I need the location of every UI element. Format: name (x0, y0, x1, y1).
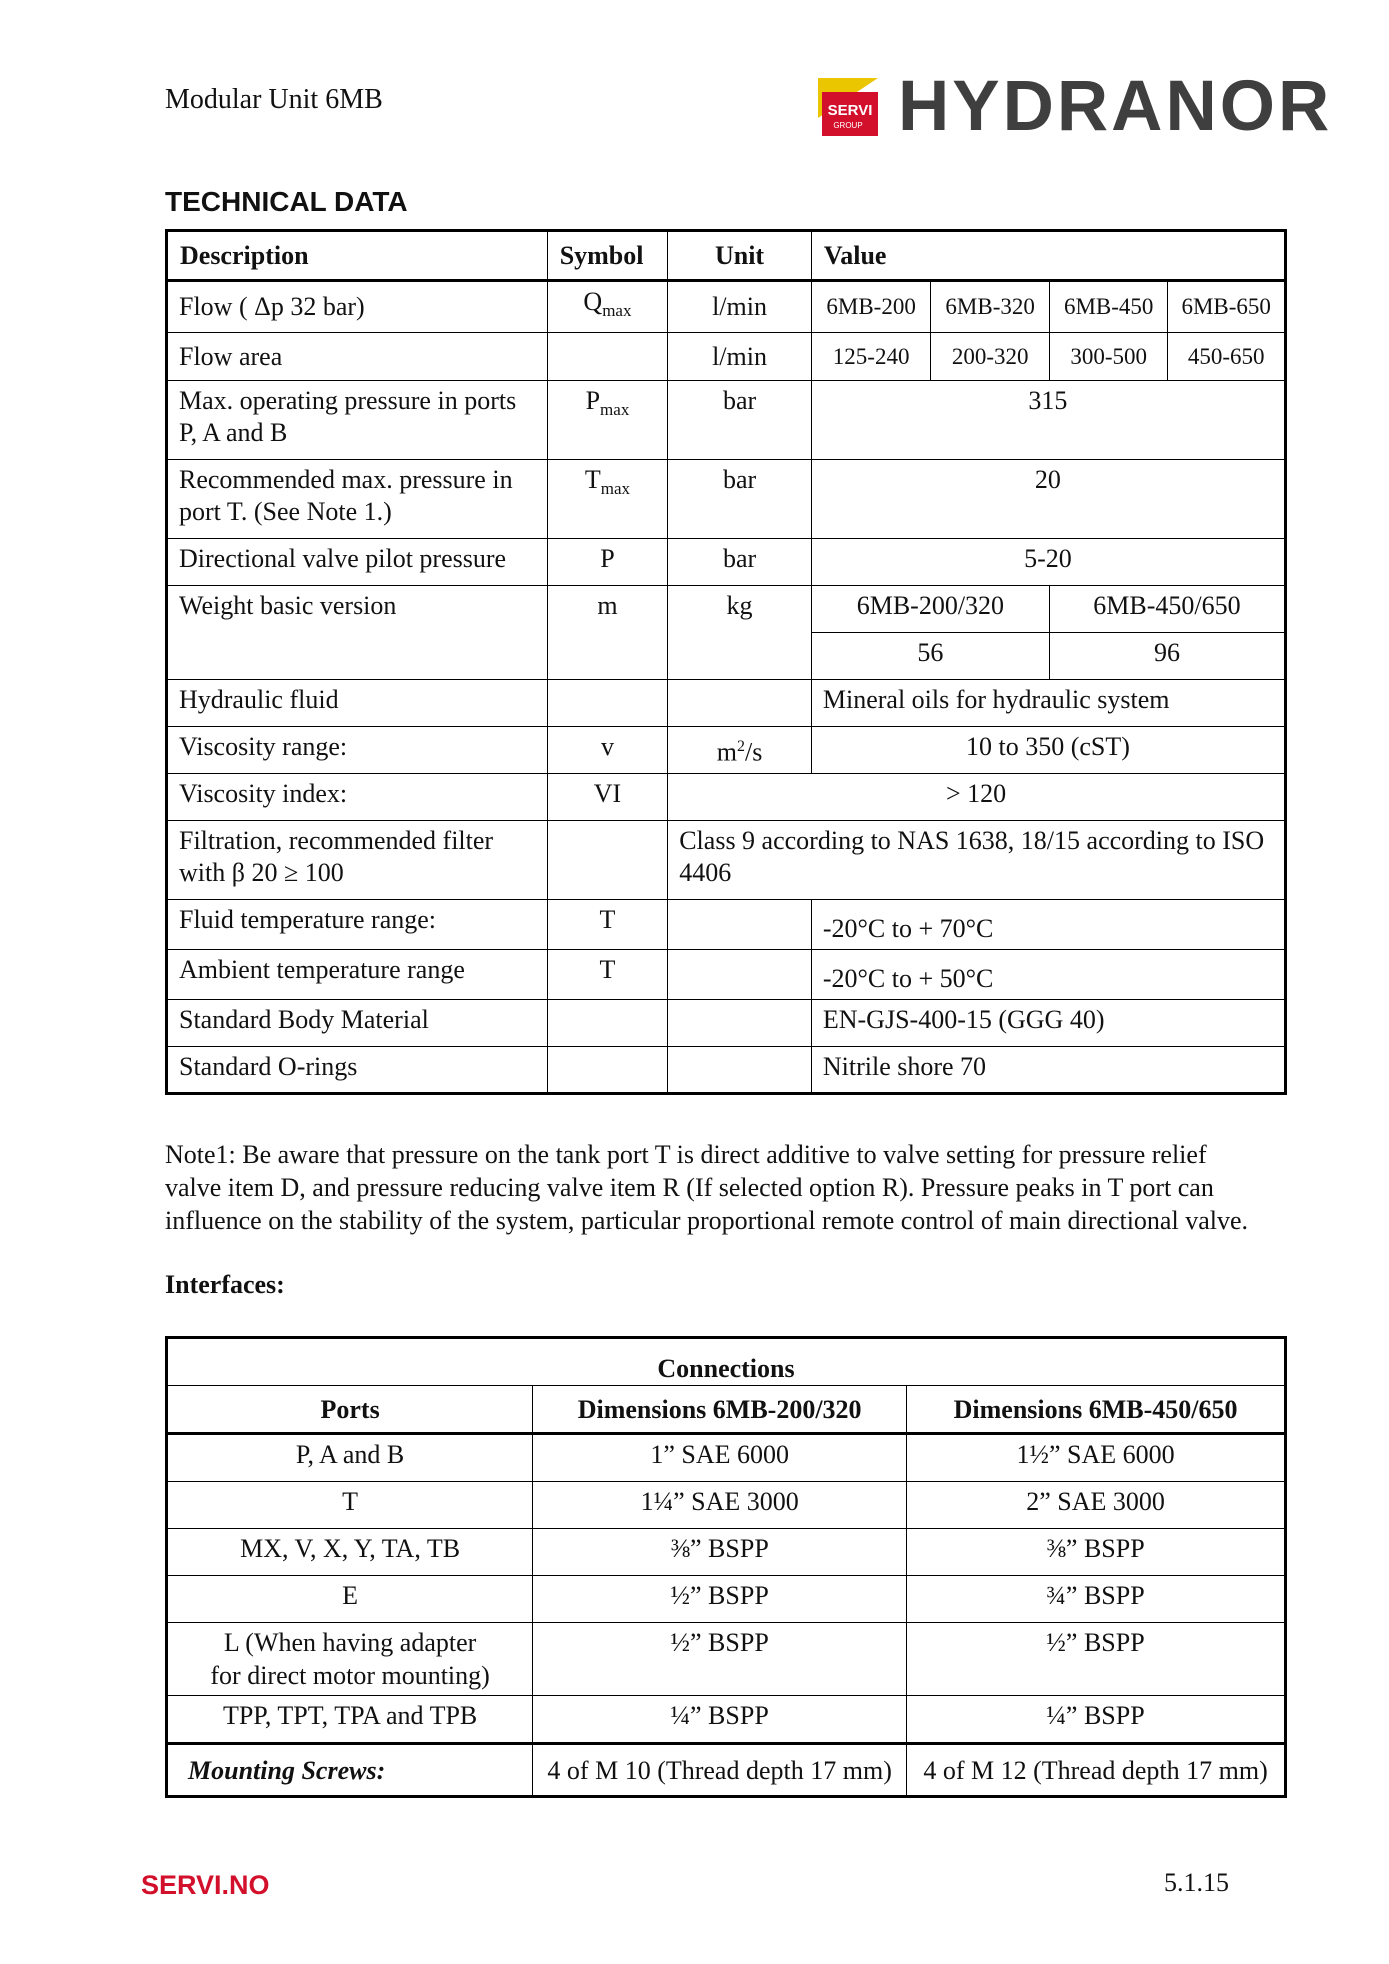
row-symbol: $T_{max}$ (547, 460, 668, 539)
row-symbol: $Q_{max}$ (547, 281, 668, 333)
row-description: Flow ( Δp 32 bar) (167, 281, 548, 333)
table-row (167, 1623, 1286, 1696)
table-row (167, 1576, 1286, 1623)
row-unit (668, 1047, 812, 1094)
row-unit: l/min (668, 281, 812, 333)
row-description: Max. operating pressure in ports P, A and B (167, 381, 548, 460)
row-value: 10 to 350 (cST) (811, 727, 1285, 774)
row-value: 5-20 (811, 539, 1285, 586)
document-title: Modular Unit 6MB (165, 84, 383, 115)
row-symbol: v (547, 727, 668, 774)
row-value: > 120 (668, 774, 1286, 821)
note-paragraph: Note1: Be aware that pressure on the tank port T is direct additive to valve setting for pressure relief valve item D, and pressure reducing valve item R (If selected option R). Pressure peaks in T port can influence on the stability of the system, particular proportional remote control of main directional valve. (165, 1140, 1248, 1235)
hydranor-logo (818, 67, 1333, 146)
row-symbol (547, 680, 668, 727)
dimension-cell: ½” BSPP (907, 1623, 1286, 1696)
header-dimensions-200-320: Dimensions 6MB-200/320 (533, 1386, 907, 1434)
model-cell: 6MB-200 (811, 281, 931, 333)
port-cell: E (167, 1576, 533, 1623)
row-symbol: P (547, 539, 668, 586)
dimension-cell: 4 of M 10 (Thread depth 17 mm) (533, 1744, 907, 1797)
table-row (167, 1529, 1286, 1576)
row-unit (668, 950, 812, 1000)
row-description: Standard O-rings (167, 1047, 548, 1094)
value-cell: 96 (1049, 633, 1285, 680)
connections-title-row (167, 1338, 1286, 1386)
value-cell: 200-320 (931, 333, 1050, 381)
row-symbol: T (547, 950, 668, 1000)
servi-group-badge-icon (818, 78, 878, 136)
row-symbol: VI (547, 774, 668, 821)
logo-brand-text: HYDRANOR (898, 67, 1333, 146)
mounting-screws-row (167, 1744, 1286, 1797)
section-title: TECHNICAL DATA (165, 186, 408, 217)
row-description: Hydraulic fluid (167, 680, 548, 727)
footer-page-number: 5.1.15 (1164, 1868, 1229, 1897)
technical-data-table (165, 229, 1287, 1095)
dimension-cell: 2” SAE 3000 (907, 1482, 1286, 1529)
row-description: Weight basic version (167, 586, 548, 680)
row-symbol: $P_{max}$ (547, 381, 668, 460)
row-description: Ambient temperature range (167, 950, 548, 1000)
dimension-cell: ½” BSPP (533, 1623, 907, 1696)
value-cell: 56 (811, 633, 1049, 680)
model-cell: 6MB-450/650 (1049, 586, 1285, 633)
row-unit: kg (668, 586, 812, 680)
dimension-cell: 1½” SAE 6000 (907, 1434, 1286, 1482)
table-header-row (167, 231, 1286, 281)
model-cell: 6MB-650 (1168, 281, 1286, 333)
table-row (167, 821, 1286, 900)
row-symbol (547, 333, 668, 381)
mounting-screws-label: Mounting Screws: (167, 1744, 533, 1797)
port-cell: MX, V, X, Y, TA, TB (167, 1529, 533, 1576)
connections-title: Connections (167, 1338, 1286, 1386)
table-row (167, 727, 1286, 774)
table-row (167, 1000, 1286, 1047)
table-row (167, 333, 1286, 381)
header-symbol: Symbol (547, 231, 668, 281)
dimension-cell: ¼” BSPP (907, 1696, 1286, 1744)
table-row (167, 586, 1286, 633)
row-value: Mineral oils for hydraulic system (811, 680, 1285, 727)
header-ports: Ports (167, 1386, 533, 1434)
table-row (167, 900, 1286, 950)
interfaces-heading: Interfaces: (165, 1270, 285, 1299)
row-description: Standard Body Material (167, 1000, 548, 1047)
header-description: Description (167, 231, 548, 281)
value-cell: 450-650 (1168, 333, 1286, 381)
row-symbol (547, 1047, 668, 1094)
value-cell: 300-500 (1049, 333, 1168, 381)
row-unit: bar (668, 460, 812, 539)
table-row (167, 774, 1286, 821)
row-description: Directional valve pilot pressure (167, 539, 548, 586)
connections-header-row (167, 1386, 1286, 1434)
table-row (167, 1434, 1286, 1482)
dimension-cell: 1” SAE 6000 (533, 1434, 907, 1482)
header-unit: Unit (668, 231, 812, 281)
port-cell: T (167, 1482, 533, 1529)
svg-text:SERVI: SERVI (827, 102, 873, 119)
dimension-cell: ⅜” BSPP (907, 1529, 1286, 1576)
footer-website: SERVI.NO (141, 1870, 270, 1900)
model-cell: 6MB-200/320 (811, 586, 1049, 633)
table-row (167, 460, 1286, 539)
row-value: 20 (811, 460, 1285, 539)
row-description: Recommended max. pressure in port T. (See Note 1.) (167, 460, 548, 539)
dimension-cell: ¼” BSPP (533, 1696, 907, 1744)
row-description: Fluid temperature range: (167, 900, 548, 950)
table-row (167, 381, 1286, 460)
connections-table (165, 1336, 1287, 1798)
row-description: Flow area (167, 333, 548, 381)
value-cell: 125-240 (811, 333, 931, 381)
table-row (167, 1696, 1286, 1744)
row-value: -20°C to + 70°C (811, 900, 1285, 950)
row-unit: bar (668, 539, 812, 586)
row-symbol (547, 1000, 668, 1047)
row-value: 315 (811, 381, 1285, 460)
svg-text:GROUP: GROUP (833, 121, 863, 130)
row-unit: bar (668, 381, 812, 460)
dimension-cell: 1¼” SAE 3000 (533, 1482, 907, 1529)
row-symbol (547, 821, 668, 900)
row-value: Class 9 according to NAS 1638, 18/15 according to ISO 4406 (668, 821, 1286, 900)
table-row (167, 1482, 1286, 1529)
header-dimensions-450-650: Dimensions 6MB-450/650 (907, 1386, 1286, 1434)
dimension-cell: ¾” BSPP (907, 1576, 1286, 1623)
row-unit (668, 1000, 812, 1047)
model-cell: 6MB-320 (931, 281, 1050, 333)
table-row (167, 539, 1286, 586)
dimension-cell: ⅜” BSPP (533, 1529, 907, 1576)
table-row (167, 680, 1286, 727)
row-symbol: m (547, 586, 668, 680)
row-description: Viscosity range: (167, 727, 548, 774)
row-unit (668, 900, 812, 950)
row-description: Filtration, recommended filter with β 20 ≥ 100 (167, 821, 548, 900)
row-unit (668, 680, 812, 727)
port-cell: L (When having adapter for direct motor mounting) (167, 1623, 533, 1696)
row-value: -20°C to + 50°C (811, 950, 1285, 1000)
table-row (167, 1047, 1286, 1094)
port-cell: TPP, TPT, TPA and TPB (167, 1696, 533, 1744)
row-unit: $m^2/s$ (668, 727, 812, 774)
row-value: Nitrile shore 70 (811, 1047, 1285, 1094)
row-symbol: T (547, 900, 668, 950)
table-row (167, 950, 1286, 1000)
dimension-cell: ½” BSPP (533, 1576, 907, 1623)
row-unit: l/min (668, 333, 812, 381)
dimension-cell: 4 of M 12 (Thread depth 17 mm) (907, 1744, 1286, 1797)
header-value: Value (811, 231, 1285, 281)
model-cell: 6MB-450 (1049, 281, 1168, 333)
table-row (167, 281, 1286, 333)
row-description: Viscosity index: (167, 774, 548, 821)
port-cell: P, A and B (167, 1434, 533, 1482)
row-value: EN-GJS-400-15 (GGG 40) (811, 1000, 1285, 1047)
